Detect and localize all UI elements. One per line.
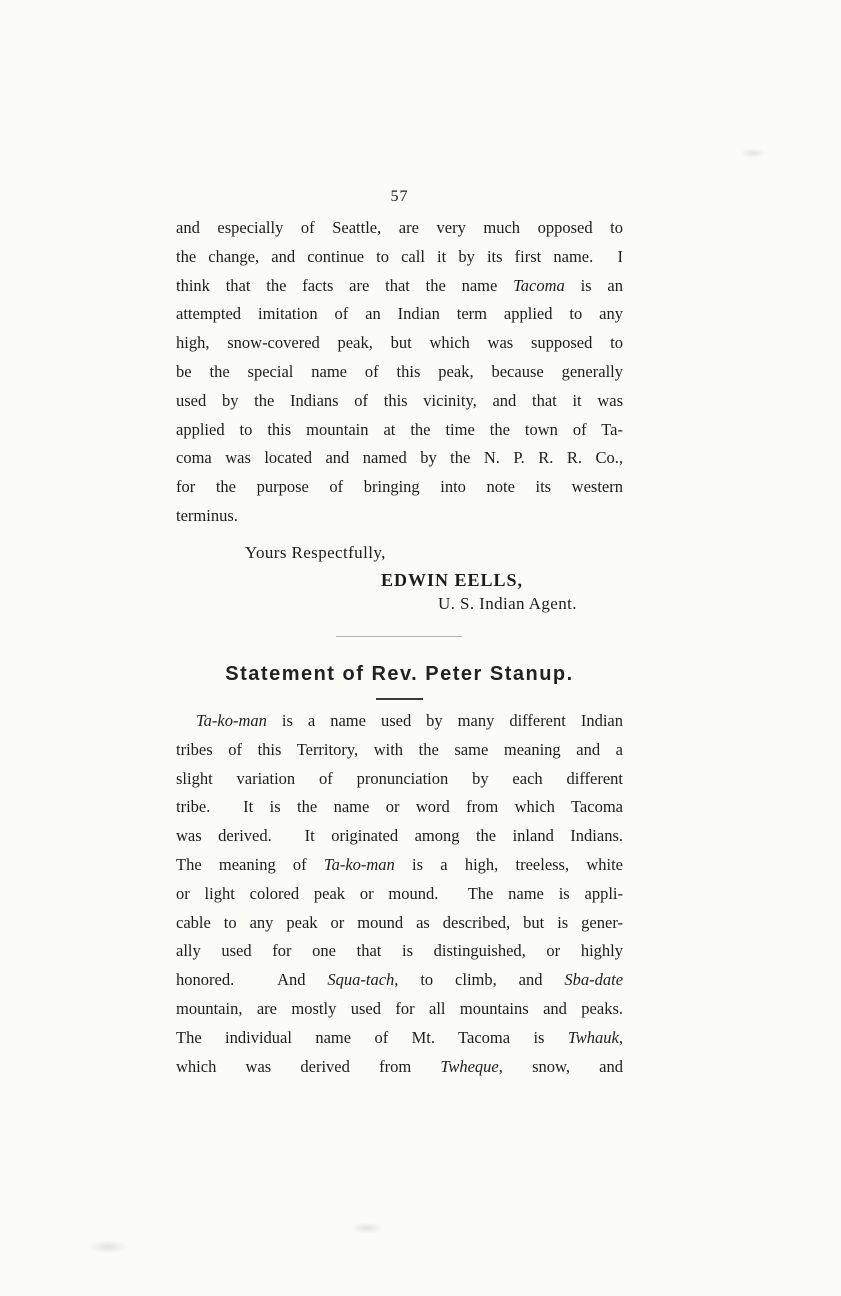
- text-segment: coma was located and named by the N. P. R. R. Co.,: [176, 448, 623, 468]
- text-segment: ,: [618, 1027, 623, 1047]
- text-line: [176, 793, 623, 822]
- text-line: [176, 851, 623, 880]
- text-segment: tribes of this Territory, with the same meaning and a: [176, 739, 623, 759]
- text-segment: used by the Indians of this vicinity, and that it was: [176, 390, 623, 410]
- text-line: [176, 272, 623, 301]
- section-divider-rule: [336, 636, 462, 637]
- text-segment: or light colored peak or mound. The name is appli-: [176, 883, 623, 903]
- text-segment: is a high, treeless, white: [394, 854, 623, 874]
- text-segment: high, snow-covered peak, but which was supposed to: [176, 333, 623, 353]
- italic-term: Twheque: [440, 1056, 499, 1076]
- letter-signature-title: U. S. Indian Agent.: [438, 594, 577, 613]
- italic-term: Ta-ko-man: [196, 711, 267, 730]
- text-line: [176, 822, 623, 851]
- italic-term: Twhauk: [567, 1027, 619, 1047]
- text-line: [176, 966, 623, 995]
- text-segment: attempted imitation of an Indian term applied to any: [176, 304, 623, 324]
- text-line: [176, 416, 623, 445]
- text-segment: applied to this mountain at the time the town of Ta-: [176, 419, 623, 439]
- section-heading: Statement of Rev. Peter Stanup.: [225, 663, 574, 685]
- text-line: [176, 995, 623, 1024]
- text-line: [176, 736, 623, 765]
- text-line: [176, 329, 623, 358]
- text-segment: cable to any peak or mound as described, but is gener-: [176, 912, 623, 932]
- text-segment: think that the facts are that the name: [176, 275, 514, 295]
- scan-smudge: [350, 1222, 384, 1234]
- scan-smudge: [88, 1240, 128, 1254]
- text-line: [176, 214, 623, 243]
- text-line: [176, 473, 623, 502]
- text-segment: slight variation of pronunciation by each different: [176, 768, 623, 788]
- text-segment: , snow, and: [498, 1056, 623, 1076]
- text-segment: tribe. It is the name or word from which Tacoma: [176, 797, 623, 817]
- page-number: 57: [390, 188, 409, 205]
- letter-signature: EDWIN EELLS,: [381, 570, 524, 590]
- letter-closing: Yours Respectfully,: [245, 543, 386, 562]
- text-line: [176, 707, 623, 736]
- text-segment: be the special name of this peak, because generally: [176, 361, 623, 381]
- text-segment: ally used for one that is distinguished, or highly: [176, 941, 623, 961]
- text-segment: The individual name of Mt. Tacoma is: [176, 1027, 568, 1047]
- italic-term: Sba-date: [564, 970, 624, 990]
- text-segment: the change, and continue to call it by its first name. I: [176, 246, 623, 266]
- text-segment: is an: [564, 275, 623, 295]
- text-segment: honored. And: [176, 970, 328, 990]
- text-segment: is a name used by many different Indian: [266, 711, 623, 730]
- text-line: [176, 1053, 623, 1082]
- text-line: [176, 387, 623, 416]
- heading-underline-rule: [376, 698, 423, 700]
- statement-body-paragraph: [176, 707, 623, 1081]
- text-segment: was derived. It originated among the inland Indians.: [176, 826, 623, 846]
- text-line: [176, 444, 623, 473]
- text-segment: mountain, are mostly used for all mountains and peaks.: [176, 998, 623, 1018]
- text-line: [176, 502, 623, 531]
- text-segment: and especially of Seattle, are very much opposed to: [176, 218, 623, 237]
- italic-term: Squa-tach: [327, 970, 395, 990]
- text-line: [176, 937, 623, 966]
- text-line: [176, 880, 623, 909]
- text-segment: The meaning of: [176, 854, 324, 874]
- scan-smudge: [740, 148, 766, 158]
- text-line: [176, 909, 623, 938]
- letter-body-paragraph: [176, 214, 623, 531]
- italic-term: Ta-ko-man: [323, 854, 395, 874]
- text-segment: terminus.: [176, 505, 238, 525]
- text-line: [176, 1024, 623, 1053]
- italic-term: Tacoma: [513, 275, 565, 295]
- text-line: [176, 358, 623, 387]
- text-segment: for the purpose of bringing into note its western: [176, 477, 623, 497]
- text-segment: which was derived from: [176, 1056, 441, 1076]
- text-segment: , to climb, and: [394, 970, 565, 990]
- text-line: [176, 765, 623, 794]
- text-line: [176, 243, 623, 272]
- text-line: [176, 300, 623, 329]
